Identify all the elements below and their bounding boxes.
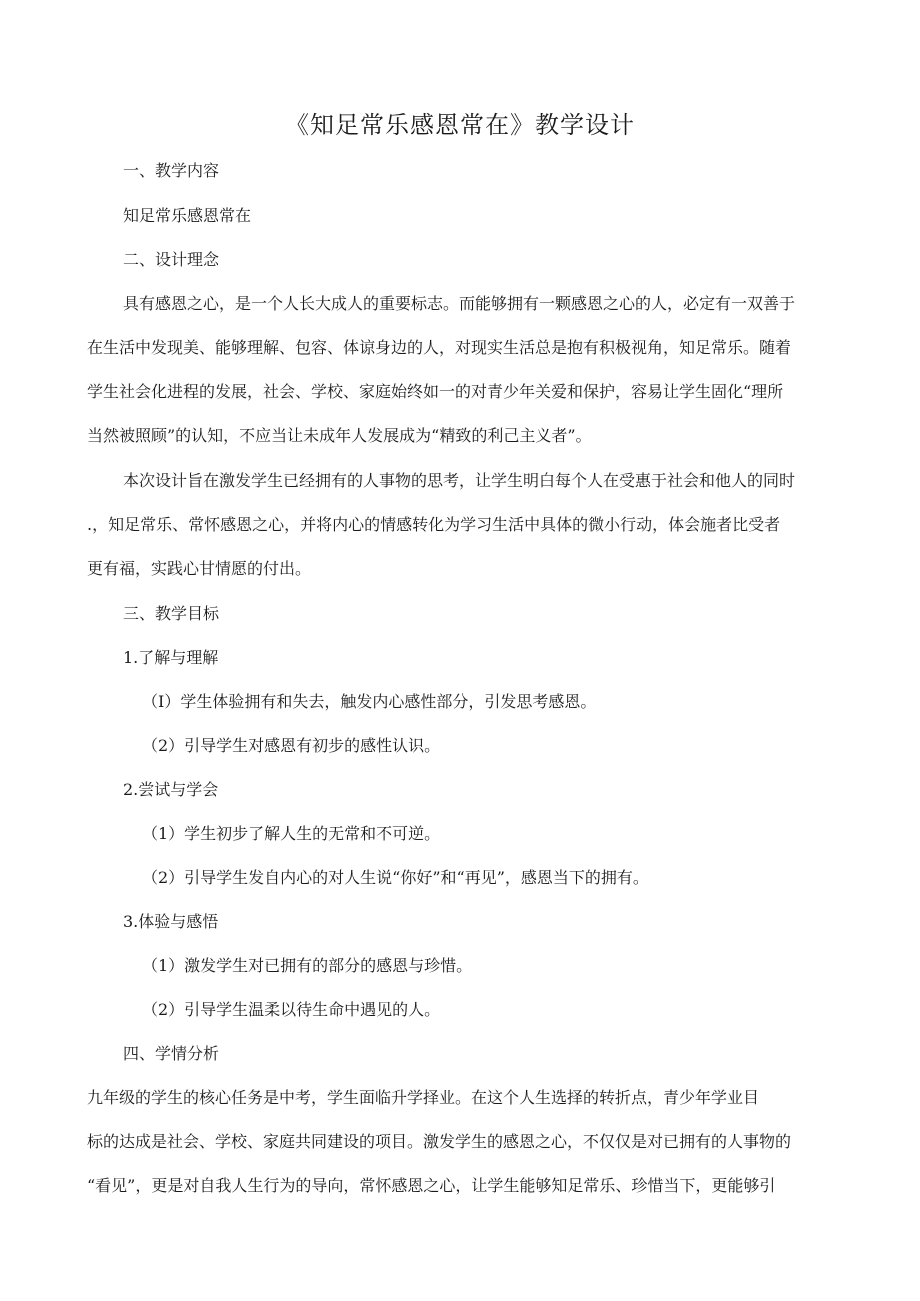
section-heading-3: 三、教学目标 [123, 604, 220, 623]
paragraph-line: 在生活中发现美、能够理解、包容、体谅身边的人，对现实生活总是抱有积极视角，知足常乐。随着 [87, 338, 792, 357]
paragraph-line: “看见”，更是对自我人生行为的导向，常怀感恩之心，让学生能够知足常乐、珍惜当下，更能够引 [87, 1176, 776, 1195]
paragraph-line: 更有福，实践心甘情愿的付出。 [87, 559, 312, 578]
paragraph-line: .，知足常乐、常怀感恩之心，并将内心的情感转化为学习生活中具体的微小行动，体会施者比受者 [87, 515, 781, 534]
section-heading-4: 四、学情分析 [123, 1044, 220, 1063]
paragraph-line: 标的达成是社会、学校、家庭共同建设的项目。激发学生的感恩之心，不仅仅是对已拥有的人事物的 [87, 1132, 792, 1151]
subheading-2: 2.尝试与学会 [123, 780, 219, 799]
list-item: （I）学生体验拥有和失去，触发内心感性部分，引发思考感恩。 [142, 692, 597, 711]
paragraph-line: 学生社会化进程的发展，社会、学校、家庭始终如一的对青少年关爱和保护，容易让学生固化“理所 [87, 382, 784, 401]
document-title: 《知足常乐感恩常在》教学设计 [285, 111, 635, 139]
subheading-1: 1.了解与理解 [123, 648, 219, 667]
list-item: （2）引导学生对感恩有初步的感性认识。 [142, 736, 441, 755]
subheading-3: 3.体验与感悟 [123, 912, 219, 931]
paragraph-line: 当然被照顾”的认知，不应当让未成年人发展成为“精致的利己主义者”。 [87, 426, 592, 445]
list-item: （1）激发学生对已拥有的部分的感恩与珍惜。 [142, 956, 473, 975]
paragraph-line: 本次设计旨在激发学生已经拥有的人事物的思考，让学生明白每个人在受惠于社会和他人的同时 [123, 471, 796, 490]
section-heading-2: 二、设计理念 [123, 250, 220, 269]
list-item: （2）引导学生温柔以待生命中遇见的人。 [142, 1000, 441, 1019]
list-item: （2）引导学生发自内心的对人生说“你好”和“再见”，感恩当下的拥有。 [142, 868, 649, 887]
paragraph-line: 九年级的学生的核心任务是中考，学生面临升学择业。在这个人生选择的转折点，青少年学业目 [87, 1088, 760, 1107]
teaching-content-text: 知足常乐感恩常在 [123, 206, 252, 225]
section-heading-1: 一、教学内容 [123, 161, 220, 180]
paragraph-line: 具有感恩之心，是一个人长大成人的重要标志。而能够拥有一颗感恩之心的人，必定有一双善于 [123, 294, 796, 313]
list-item: （1）学生初步了解人生的无常和不可逆。 [142, 824, 441, 843]
